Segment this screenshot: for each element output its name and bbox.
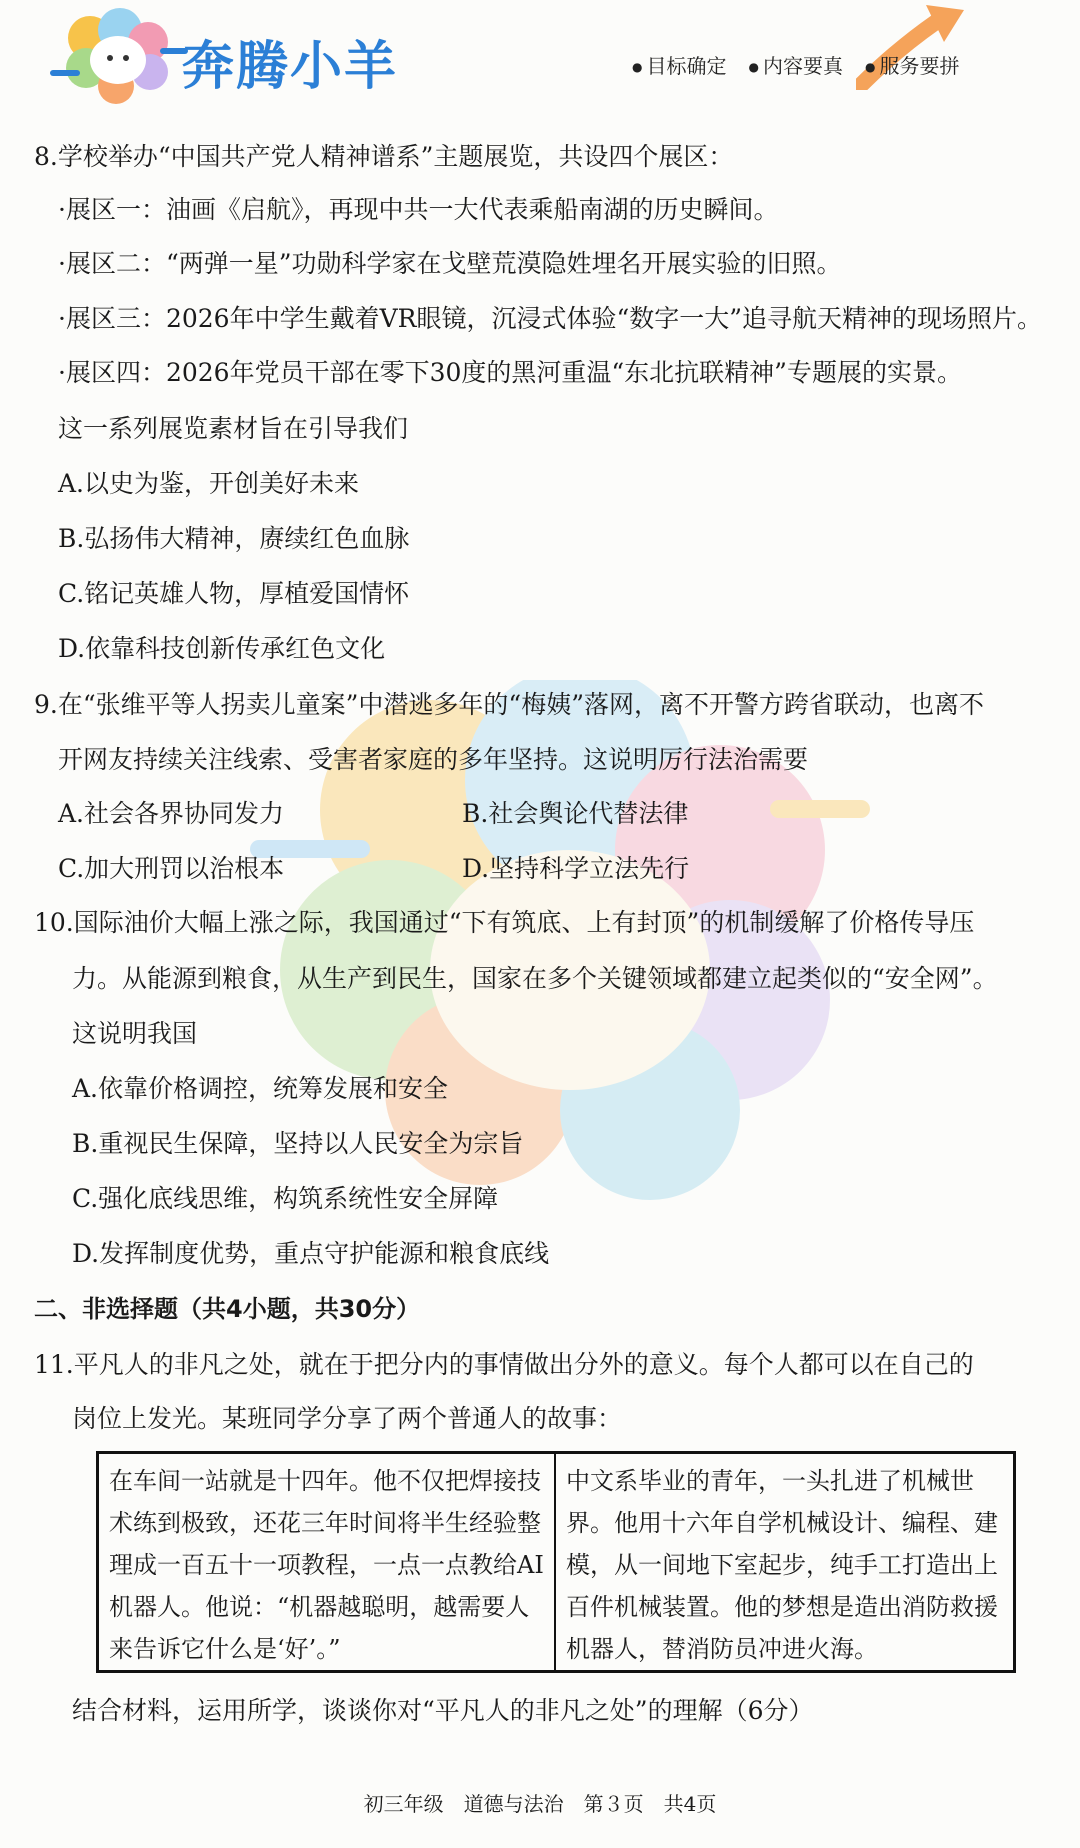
slogan-item: ● 目标确定 xyxy=(632,50,726,79)
story-table xyxy=(96,1451,1016,1673)
q11-ask: 结合材料，运用所学，谈谈你对“平凡人的非凡之处”的理解（6分） xyxy=(72,1696,814,1725)
q10-option-d: D.发挥制度优势，重点守护能源和粮食底线 xyxy=(72,1239,550,1268)
q11-stem: 11.平凡人的非凡之处，就在于把分内的事情做出分外的意义。每个人都可以在自己的 xyxy=(34,1350,974,1379)
q8-stem: 8.学校举办“中国共产党人精神谱系”主题展览，共设四个展区： xyxy=(34,142,734,171)
q8-option-a: A.以史为鉴，开创美好未来 xyxy=(58,469,360,498)
q8-option-c: C.铭记英雄人物，厚植爱国情怀 xyxy=(58,579,410,608)
page-footer: 初三年级 道德与法治 第３页 共4页 xyxy=(363,1792,717,1816)
q10-stem: 这说明我国 xyxy=(72,1019,198,1048)
sheep-logo-icon xyxy=(50,8,190,108)
slogan-list xyxy=(632,50,959,79)
brand-name: 奔腾小羊 xyxy=(182,37,399,97)
q10-option-c: C.强化底线思维，构筑系统性安全屏障 xyxy=(72,1184,499,1213)
story-right: 中文系毕业的青年，一头扎进了机械世界。他用十六年自学机械设计、编程、建模，从一间地下室起步，纯手工打造出上百件机械装置。他的梦想是造出消防救援机器人，替消防员冲进火海。 xyxy=(566,1467,998,1663)
q10-stem: 力。从能源到粮食，从生产到民生，国家在多个关键领域都建立起类似的“安全网”。 xyxy=(72,964,998,993)
q9-option-a: A.社会各界协同发力 xyxy=(58,799,285,828)
q8-zone: ·展区一：油画《启航》，再现中共一大代表乘船南湖的历史瞬间。 xyxy=(58,195,779,224)
story-left: 在车间一站就是十四年。他不仅把焊接技术练到极致，还花三年时间将半生经验整理成一百五十一项教程，一点一点教给AI机器人。他说：“机器越聪明，越需要人来告诉它什么是‘好’。” xyxy=(99,1454,556,1670)
section-title: 二、非选择题（共4小题，共30分） xyxy=(34,1295,421,1323)
q8-option-d: D.依靠科技创新传承红色文化 xyxy=(58,634,386,663)
q8-option-b: B.弘扬伟大精神，赓续红色血脉 xyxy=(58,524,410,553)
slogan-item: ● 内容要真 xyxy=(748,50,842,79)
q8-zone: ·展区二：“两弹一星”功勋科学家在戈壁荒漠隐姓埋名开展实验的旧照。 xyxy=(58,249,842,278)
q9-option-c: C.加大刑罚以治根本 xyxy=(58,854,285,883)
slogan-item: ● 服务要拼 xyxy=(865,50,959,79)
page-header xyxy=(0,0,1080,120)
q9-stem: 开网友持续关注线索、受害者家庭的多年坚持。这说明厉行法治需要 xyxy=(58,745,809,774)
q11-stem: 岗位上发光。某班同学分享了两个普通人的故事： xyxy=(72,1404,623,1433)
q9-stem: 9.在“张维平等人拐卖儿童案”中潜逃多年的“梅姨”落网，离不开警方跨省联动，也离不 xyxy=(34,690,984,719)
q9-option-d: D.坚持科学立法先行 xyxy=(462,854,690,883)
q10-option-a: A.依靠价格调控，统筹发展和安全 xyxy=(72,1074,449,1103)
q8-zone: ·展区三：2026年中学生戴着VR眼镜，沉浸式体验“数字一大”追寻航天精神的现场照片。 xyxy=(58,304,1043,333)
q9-option-b: B.社会舆论代替法律 xyxy=(462,799,689,828)
q8-zone: ·展区四：2026年党员干部在零下30度的黑河重温“东北抗联精神”专题展的实景。 xyxy=(58,358,962,387)
q10-option-b: B.重视民生保障，坚持以人民安全为宗旨 xyxy=(72,1129,524,1158)
q8-ask: 这一系列展览素材旨在引导我们 xyxy=(58,414,409,443)
q10-stem: 10.国际油价大幅上涨之际，我国通过“下有筑底、上有封顶”的机制缓解了价格传导压 xyxy=(34,908,975,937)
